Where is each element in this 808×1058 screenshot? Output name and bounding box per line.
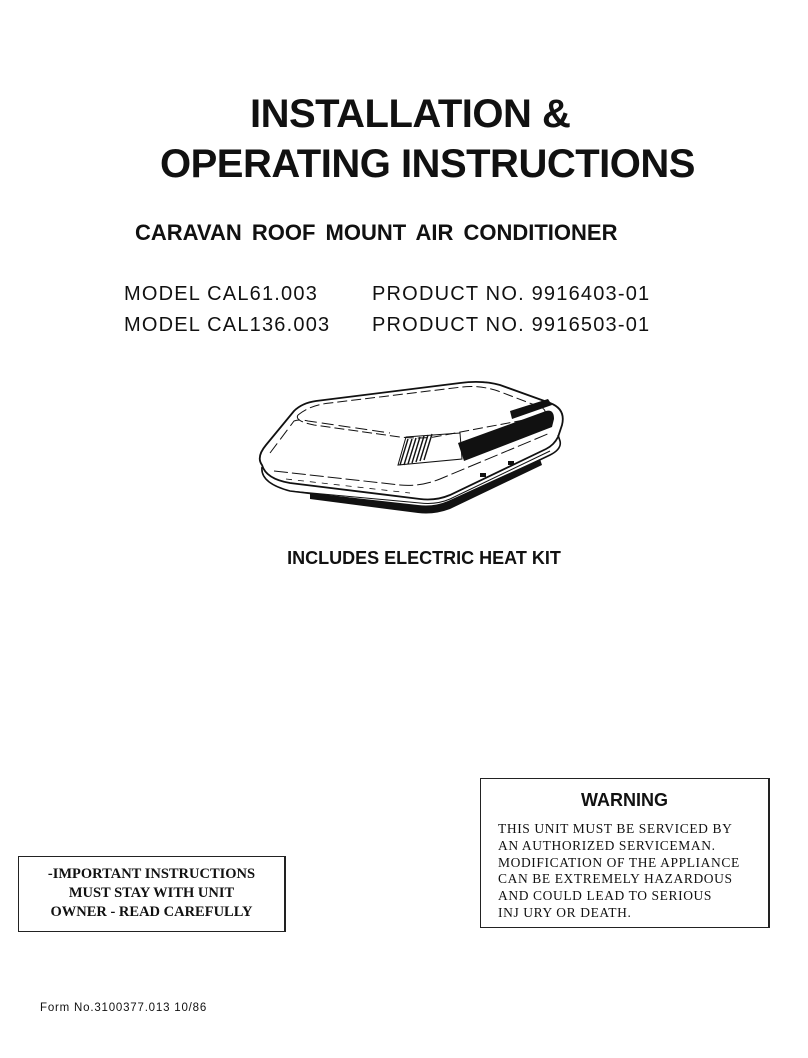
product-number: PRODUCT NO. 9916503-01 bbox=[372, 314, 651, 336]
product-number: PRODUCT NO. 9916403-01 bbox=[372, 283, 651, 305]
important-line: -IMPORTANT INSTRUCTIONS bbox=[47, 866, 256, 882]
warning-line: AN AUTHORIZED SERVICEMAN. bbox=[498, 837, 716, 853]
subtitle: CARAVAN ROOF MOUNT AIR CONDITIONER bbox=[135, 220, 618, 245]
warning-title: WARNING bbox=[581, 790, 668, 810]
warning-line: THIS UNIT MUST BE SERVICED BY bbox=[498, 821, 733, 836]
warning-text bbox=[498, 821, 740, 922]
important-notice-box bbox=[18, 856, 286, 932]
form-number: Form No.3100377.013 10/86 bbox=[40, 1002, 208, 1014]
warning-line: AND COULD LEAD TO SERIOUS bbox=[498, 888, 713, 904]
warning-line: MODIFICATION OF THE APPLIANCE bbox=[498, 854, 740, 870]
heat-kit-note: INCLUDES ELECTRIC HEAT KIT bbox=[287, 548, 561, 568]
model-row-1 bbox=[124, 283, 651, 306]
important-line: OWNER - READ CAREFULLY bbox=[50, 904, 253, 920]
warning-box bbox=[480, 778, 770, 928]
model-number: MODEL CAL136.003 bbox=[124, 314, 331, 336]
model-row-2 bbox=[124, 314, 651, 337]
warning-line: INJ URY OR DEATH. bbox=[498, 904, 632, 920]
model-number: MODEL CAL61.003 bbox=[124, 283, 319, 305]
warning-line: CAN BE EXTREMELY HAZARDOUS bbox=[498, 871, 733, 887]
roof-air-conditioner-icon bbox=[250, 375, 570, 515]
important-line: MUST STAY WITH UNIT bbox=[68, 885, 235, 901]
title-line-2: OPERATING INSTRUCTIONS bbox=[160, 142, 695, 186]
title-line-1: INSTALLATION & bbox=[250, 92, 571, 136]
